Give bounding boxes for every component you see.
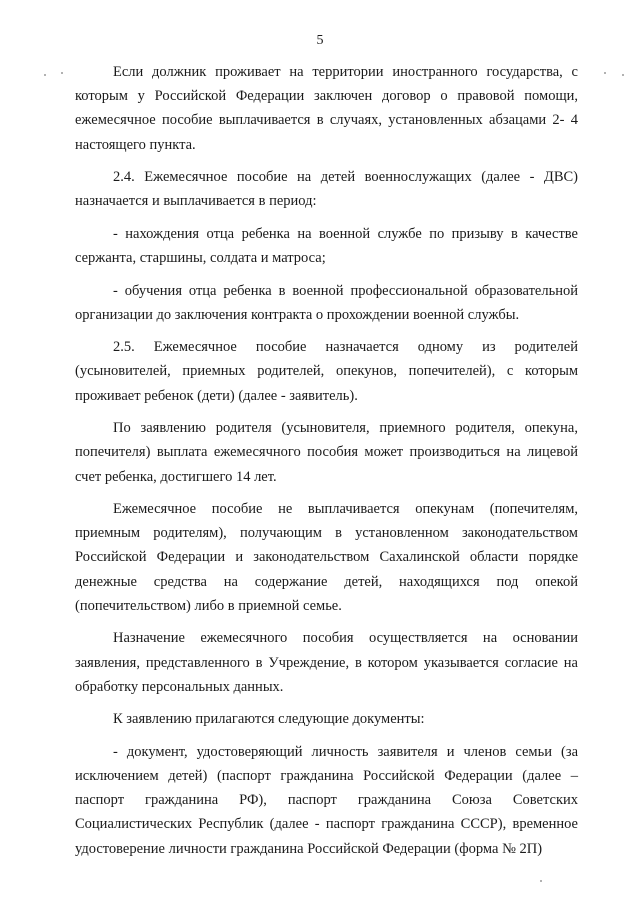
scan-speck: [604, 72, 606, 74]
paragraph-application-basis: Назначение ежемесячного пособия осуществляется на основании заявления, представленного в Учреждение, в котором указывается согласие на обработку персональных данных.: [75, 630, 578, 695]
scan-speck: [61, 72, 63, 74]
paragraph-guardians-exclusion: Ежемесячное пособие не выплачивается опекунам (попечителям, приемным родителям), получающим в установленном законодательством Российской Федерации и законодательством Сахалинской области порядке денежные средства на содержание детей, находящихся под опекой (попечительством) либо в приемной семье.: [75, 501, 578, 614]
document-body: [75, 60, 578, 869]
scan-speck: [540, 880, 542, 882]
paragraph-2-4: 2.4. Ежемесячное пособие на детей военнослужащих (далее - ДВС) назначается и выплачивается в период:: [75, 169, 578, 210]
paragraph-military-education: - обучения отца ребенка в военной профессиональной образовательной организации до заключения контракта о прохождении военной службы.: [75, 282, 578, 323]
scan-speck: [622, 74, 624, 76]
paragraph-child-account: По заявлению родителя (усыновителя, приемного родителя, опекуна, попечителя) выплата ежемесячного пособия может производиться на лицевой счет ребенка, достигшего 14 лет.: [75, 420, 578, 485]
paragraph-attached-documents: К заявлению прилагаются следующие документы:: [113, 711, 425, 728]
scan-speck: [44, 74, 46, 76]
paragraph-foreign-debtor: Если должник проживает на территории иностранного государства, с которым у Российской Федерации заключен договор о правовой помощи, ежемесячное пособие выплачивается в случаях, установленных абзацами 2- 4 настоящего пункта.: [75, 64, 578, 153]
paragraph-2-5: 2.5. Ежемесячное пособие назначается одному из родителей (усыновителей, приемных родителей, опекунов, попечителей), с которым проживает ребенок (дети) (далее - заявитель).: [75, 339, 578, 404]
paragraph-conscript-service: - нахождения отца ребенка на военной службе по призыву в качестве сержанта, старшины, солдата и матроса;: [75, 225, 578, 267]
page-number: 5: [316, 33, 324, 48]
paragraph-identity-document: - документ, удостоверяющий личность заявителя и членов семьи (за исключением детей) (паспорт гражданина Российской Федерации (далее – паспорт гражданина РФ), паспорт гражданина Союза Советских Социалистических Республик (далее - паспорт гражданина СССР), временное удостоверение личности гражданина Российской Федерации (форма № 2П): [75, 743, 578, 857]
